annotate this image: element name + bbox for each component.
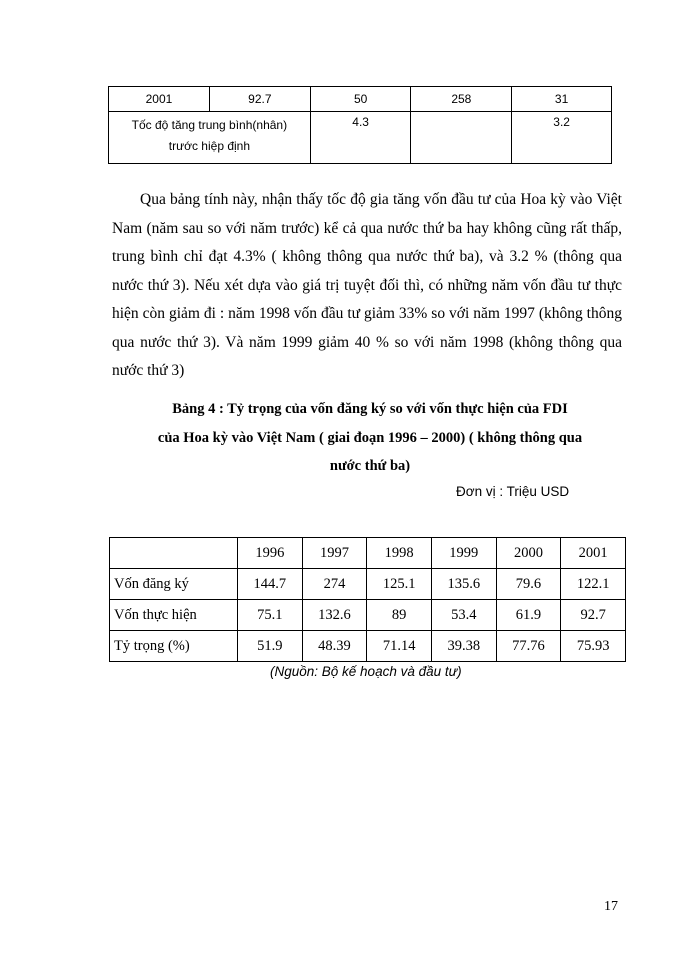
year-header: 1999: [431, 538, 496, 569]
continued-data-table: [108, 86, 612, 164]
table-cell: 77.76: [496, 631, 561, 662]
table-corner-cell: [110, 538, 238, 569]
table-cell: 2001: [109, 87, 210, 112]
table-row: [109, 112, 612, 164]
row-label: Tỷ trọng (%): [110, 631, 238, 662]
table-caption: [110, 395, 630, 481]
table-header-row: [110, 538, 626, 569]
fdi-ratio-table: [109, 537, 626, 662]
table-cell: 3.2: [512, 112, 612, 164]
growth-rate-label-line1: Tốc độ tăng trung bình(nhân): [131, 118, 288, 132]
year-header: 1998: [367, 538, 432, 569]
year-header: 2001: [561, 538, 626, 569]
table-row: [110, 600, 626, 631]
table-cell: 125.1: [367, 569, 432, 600]
source-note: (Nguồn: Bộ kế hoạch và đầu tư): [270, 664, 462, 679]
year-header: 2000: [496, 538, 561, 569]
table-cell: 48.39: [302, 631, 367, 662]
table-row: [110, 631, 626, 662]
table-cell: 135.6: [431, 569, 496, 600]
table-cell: 132.6: [302, 600, 367, 631]
table-cell: 39.38: [431, 631, 496, 662]
page-number: 17: [604, 899, 618, 914]
table-cell: 53.4: [431, 600, 496, 631]
caption-line: Bảng 4 : Tỷ trọng của vốn đăng ký so với vốn thực hiện của FDI: [172, 401, 568, 417]
row-label: Vốn thực hiện: [110, 600, 238, 631]
table-cell: 274: [302, 569, 367, 600]
growth-rate-label-cell: [109, 112, 311, 164]
caption-line: nước thứ ba): [329, 458, 411, 474]
table-cell: 79.6: [496, 569, 561, 600]
body-paragraph: [112, 186, 622, 386]
table-cell: [411, 112, 512, 164]
table-cell: 75.1: [238, 600, 303, 631]
table-cell: 144.7: [238, 569, 303, 600]
table-row: [110, 569, 626, 600]
table-cell: 51.9: [238, 631, 303, 662]
table-cell: 71.14: [367, 631, 432, 662]
table-cell: 258: [411, 87, 512, 112]
table-cell: 89: [367, 600, 432, 631]
year-header: 1997: [302, 538, 367, 569]
table-cell: 75.93: [561, 631, 626, 662]
table-cell: 92.7: [209, 87, 310, 112]
year-header: 1996: [238, 538, 303, 569]
table-row: [109, 87, 612, 112]
table-cell: 4.3: [310, 112, 411, 164]
paragraph-text: Qua bảng tính này, nhận thấy tốc độ gia tăng vốn đầu tư của Hoa kỳ vào Việt Nam (năm sau so với năm trước) kể cả qua nước thứ ba hay không cũng rất thấp, trung bình chỉ đạt 4.3% ( không thông qua nước thứ ba), và 3.2 % (thông qua nước thứ 3). Nếu xét dựa vào giá trị tuyệt đối thì, có những năm vốn đầu tư thực hiện còn giảm đi : năm 1998 vốn đầu tư giảm 33% so với năm 1997 (không thông qua nước thứ 3). Và năm 1999 giảm 40 % so với năm 1998 (không thông qua nước thứ 3): [112, 191, 622, 379]
table-cell: 61.9: [496, 600, 561, 631]
table-cell: 31: [512, 87, 612, 112]
caption-line: của Hoa kỳ vào Việt Nam ( giai đoạn 1996 – 2000) ( không thông qua: [157, 429, 583, 446]
table-cell: 122.1: [561, 569, 626, 600]
table-cell: 50: [310, 87, 411, 112]
row-label: Vốn đăng ký: [110, 569, 238, 600]
table-cell: 92.7: [561, 600, 626, 631]
unit-label: Đơn vị : Triệu USD: [456, 484, 570, 499]
growth-rate-label-line2: trước hiệp định: [168, 139, 251, 153]
